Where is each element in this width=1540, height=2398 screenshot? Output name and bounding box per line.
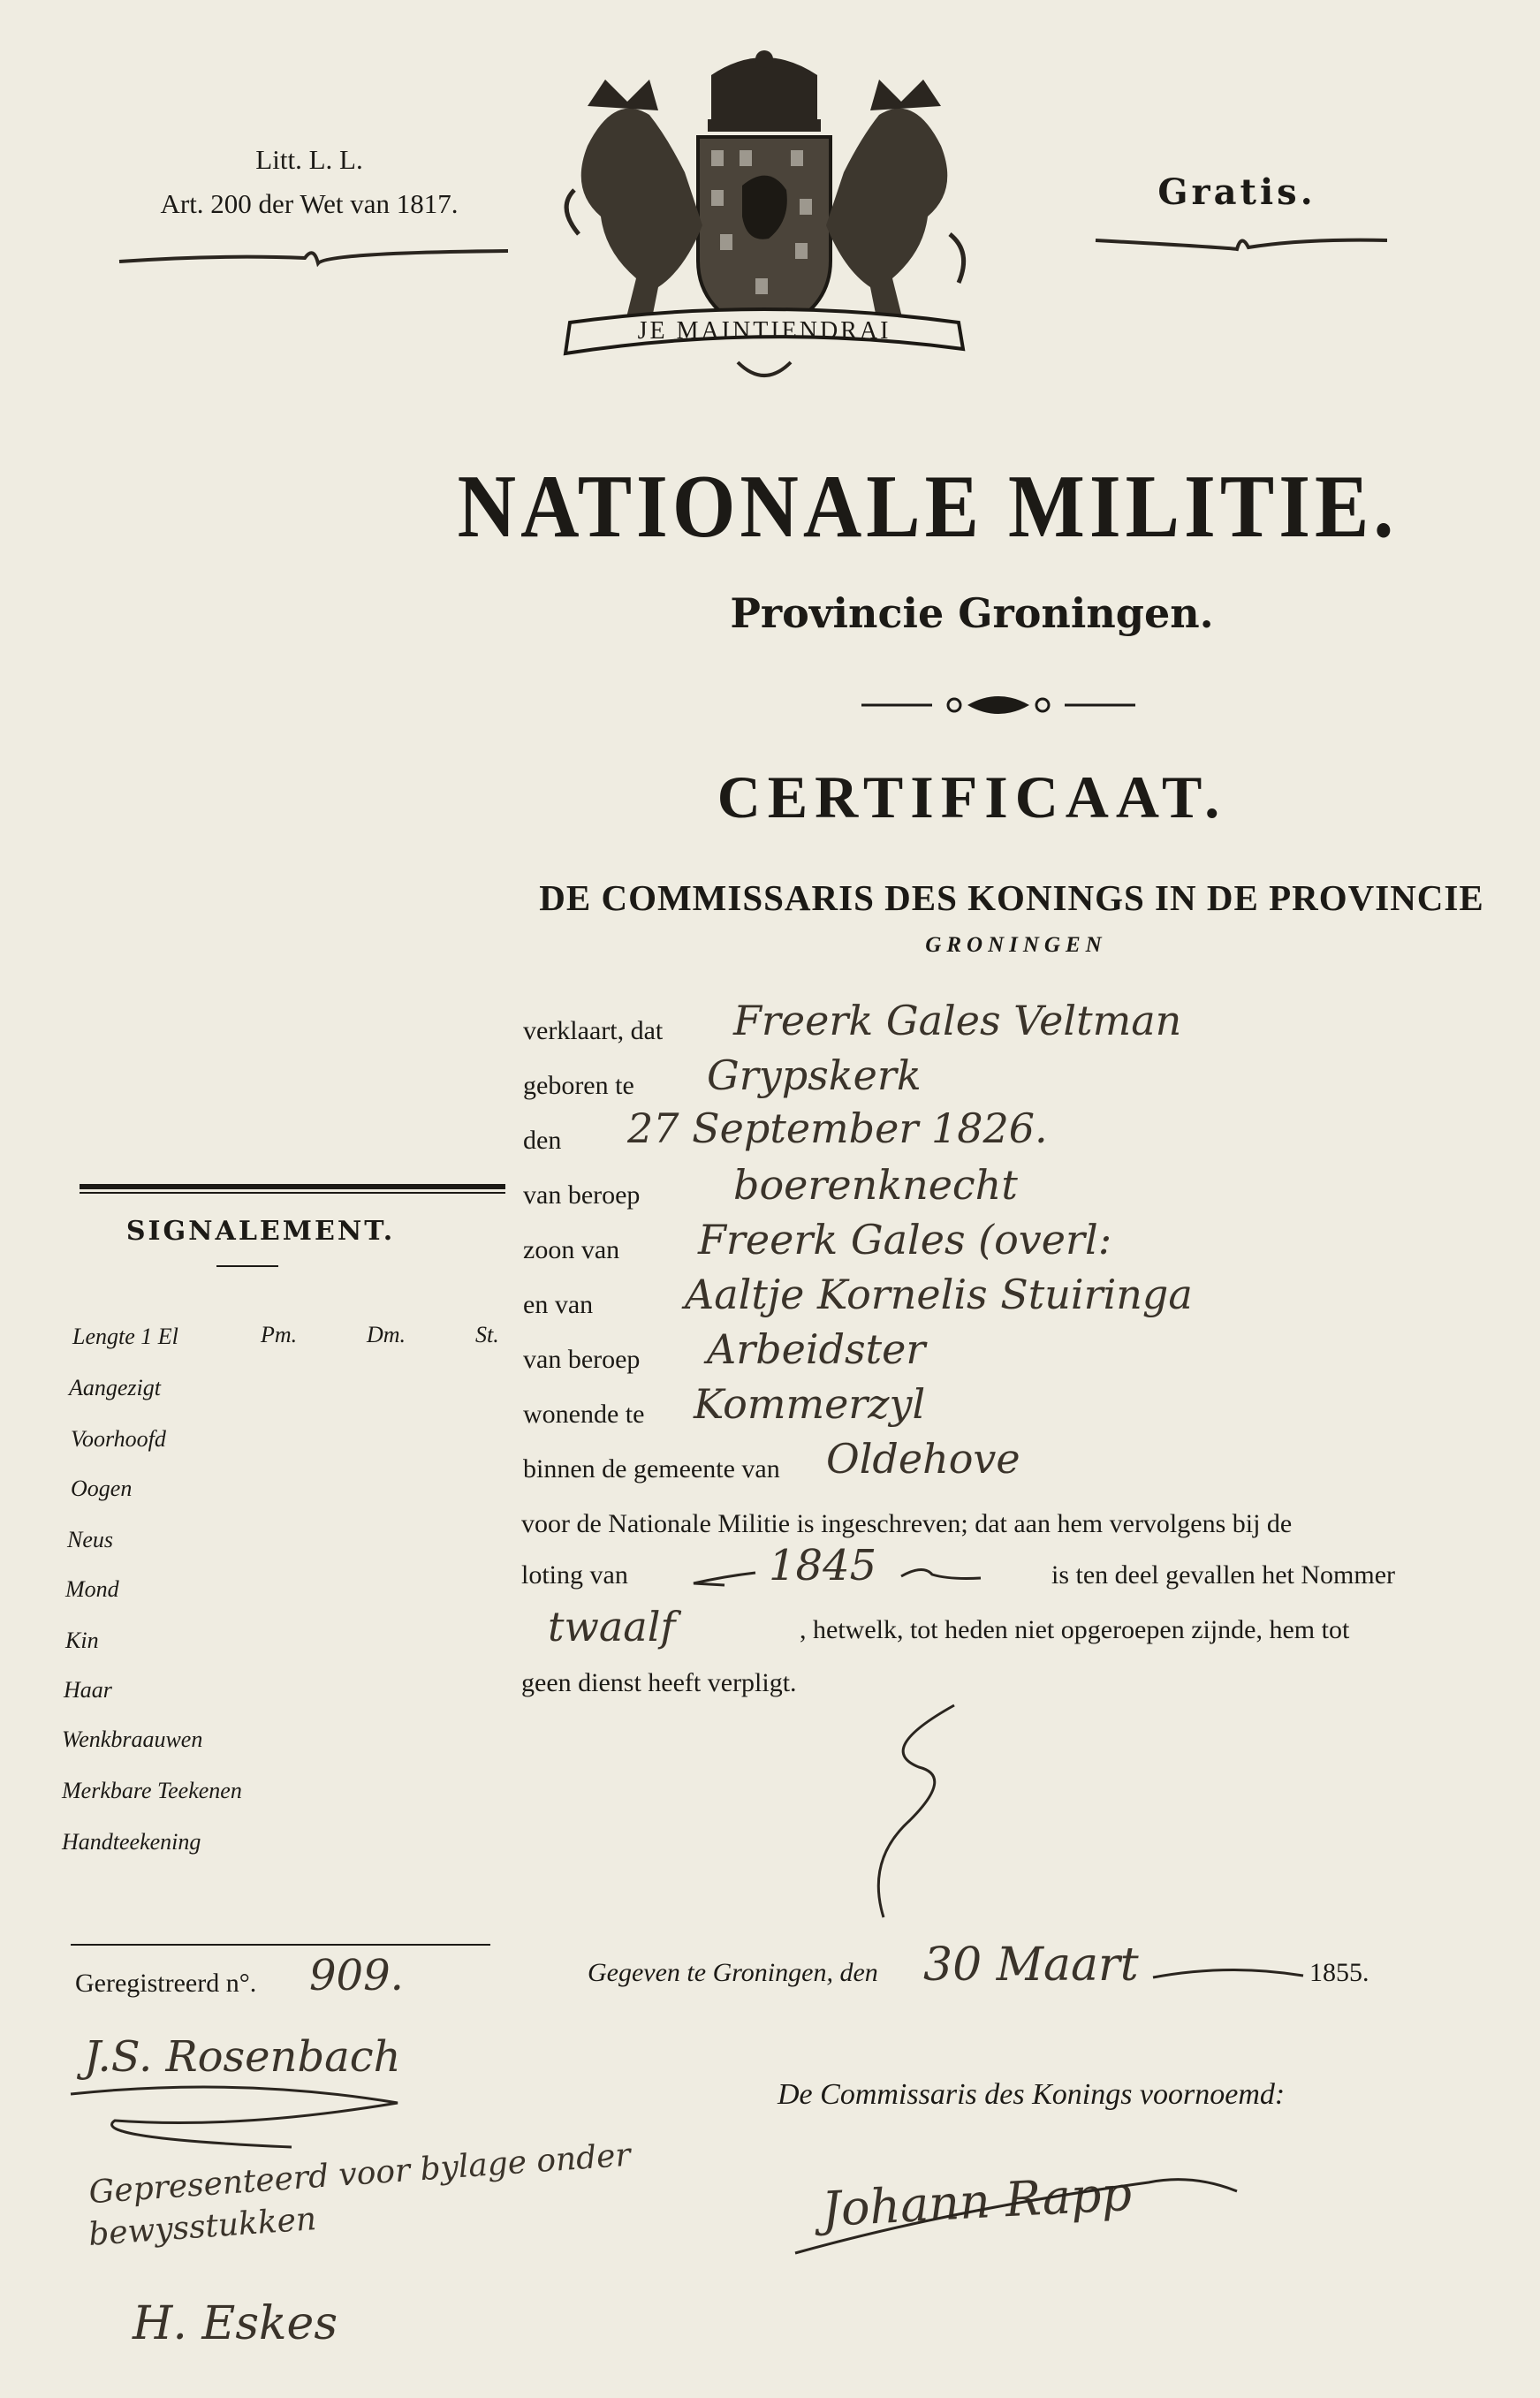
declares-label: verklaart, dat [523,1016,664,1045]
length-label: Lengte 1 El [72,1324,178,1349]
commissioner-signature-flourish [778,2156,1255,2271]
signalement-rule-top-thin [80,1192,505,1194]
certificate-heading: CERTIFICAAT. [717,763,1227,831]
col-st: St. [475,1322,499,1347]
commissioner-signature: Johann Rapp [820,2165,1134,2238]
signalement-item: Voorhoofd [71,1426,166,1452]
date-label: den [523,1126,562,1155]
born-label: geboren te [523,1071,634,1100]
document-title: NATIONALE MILITIE. [457,456,1399,557]
signalement-rule [216,1265,278,1267]
body-line-3: , hetwelk, tot heden niet opgeroepen zijnde, hem tot [800,1615,1350,1644]
municipality-value: Oldehove [826,1435,1020,1483]
signalement-rule-top [80,1184,505,1189]
and-of-value: Aaltje Kornelis Stuiringa [685,1271,1193,1318]
date-value: 27 September 1826. [627,1104,1048,1152]
dash-flourish-2 [897,1562,985,1589]
declares-value: Freerk Gales Veltman [733,997,1182,1044]
registration-rule [71,1944,490,1946]
municipality-label: binnen de gemeente van [523,1454,780,1484]
signalement-item: Kin [65,1628,99,1653]
signalement-item: Haar [64,1677,112,1703]
body-line-1: voor de Nationale Militie is ingeschreven; dat aan hem vervolgens bij de [521,1509,1293,1538]
mother-occupation-value: Arbeidster [707,1325,926,1373]
note-line-1: Gepresenteerd voor bylage onder [87,2136,632,2212]
flourish-right [1091,223,1392,258]
given-year: 1855. [1309,1958,1369,1987]
article-label: Art. 200 der Wet van 1817. [160,187,459,219]
motto-text: JE MAINTIENDRAI [637,317,891,345]
coat-of-arms [552,40,976,389]
number-value: twaalf [548,1603,676,1651]
flourish-mark [813,1688,990,1935]
and-of-label: en van [523,1290,594,1319]
son-of-value: Freerk Gales (overl: [698,1216,1112,1264]
signalement-heading: SIGNALEMENT. [125,1216,396,1247]
registered-number: 909. [309,1951,404,2000]
commissioner-province: GRONINGEN [925,933,1107,957]
litt-label: Litt. L. L. [255,144,363,175]
col-pm: Pm. [261,1322,298,1347]
signalement-item: Merkbare Teekenen [62,1778,242,1803]
col-dm: Dm. [367,1322,406,1347]
born-value: Grypskerk [707,1051,922,1099]
province-heading: Provincie Groningen. [730,589,1214,637]
gratis-label: Gratis. [1157,171,1316,213]
number-label: is ten deel gevallen het Nommer [1051,1560,1396,1590]
lottery-label: loting van [521,1560,628,1590]
registrar-signature: J.S. Rosenbach [84,2032,401,2082]
body-line-4: geen dienst heeft verpligt. [521,1668,797,1697]
signalement-item: Aangezigt [69,1375,161,1400]
given-label: Gegeven te Groningen, den [588,1958,878,1987]
given-date: 30 Maart [923,1939,1139,1992]
living-label: wonende te [523,1400,645,1429]
signalement-item: Oogen [71,1476,133,1501]
second-signature: H. Eskes [133,2297,338,2350]
signalement-item: Neus [67,1527,113,1552]
registered-label: Geregistreerd n°. [75,1969,257,1998]
date-flourish [1149,1960,1308,1986]
flourish-left [115,237,512,272]
commissioner-heading: DE COMMISSARIS DES KONINGS IN DE PROVINCIE [539,877,1484,918]
note-line-2: bewysstukken [87,2201,318,2253]
signalement-item: Wenkbraauwen [62,1726,203,1752]
signalement-item: Handteekening [62,1829,201,1855]
legal-reference [115,138,504,225]
mother-occupation-label: van beroep [523,1345,641,1374]
lottery-year: 1845 [769,1541,877,1590]
ornament-divider [861,689,1135,721]
living-value: Kommerzyl [694,1380,926,1428]
dash-flourish [689,1564,760,1590]
signalement-item: Mond [65,1576,119,1602]
signature-flourish [62,2076,433,2156]
son-of-label: zoon van [523,1235,620,1264]
occupation-value: boerenknecht [733,1161,1018,1209]
commissioner-closing: De Commissaris des Konings voornoemd: [778,2078,1286,2111]
occupation-label: van beroep [523,1180,641,1210]
